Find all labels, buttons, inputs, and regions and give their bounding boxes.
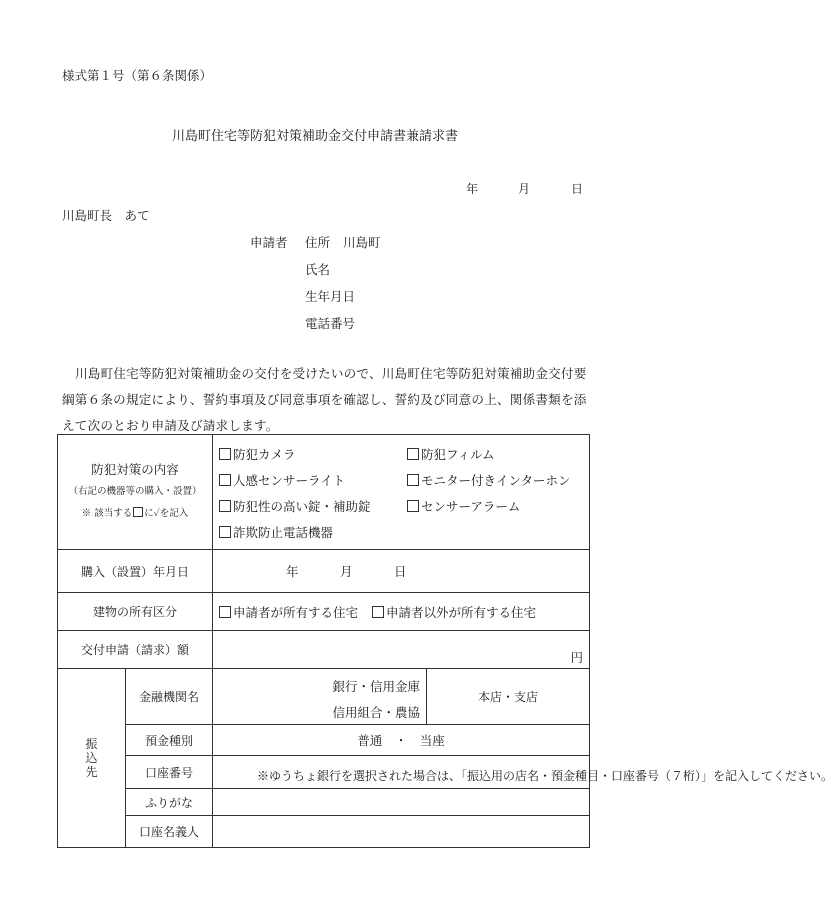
account-number-note: ※ゆうちょ銀行を選択された場合は、「振込用の店名・預金種目・口座番号（７桁）」を記入してください。 xyxy=(257,769,833,783)
checkbox-icon xyxy=(133,507,143,517)
option-sensor-alarm[interactable]: センサーアラーム xyxy=(407,497,520,515)
ownership-option-other[interactable]: 申請者以外が所有する住宅 xyxy=(372,605,536,620)
amount-row xyxy=(58,631,590,669)
checkbox-icon[interactable] xyxy=(219,448,231,460)
checkbox-icon[interactable] xyxy=(407,500,419,512)
option-security-camera[interactable]: 防犯カメラ xyxy=(219,445,407,463)
option-security-film[interactable]: 防犯フィルム xyxy=(407,445,495,463)
option-motion-sensor-light[interactable]: 人感センサーライト xyxy=(219,471,407,489)
furigana-field[interactable] xyxy=(213,789,590,816)
amount-label: 交付申請（請求）額 xyxy=(58,631,213,669)
address-label: 住所 xyxy=(305,235,331,250)
checkbox-icon[interactable] xyxy=(372,606,384,618)
account-number-field[interactable] xyxy=(213,756,833,789)
purchase-date-row xyxy=(58,550,590,593)
measures-label: 防犯対策の内容 xyxy=(91,462,179,477)
amount-field[interactable] xyxy=(213,631,590,669)
ownership-label: 建物の所有区分 xyxy=(58,593,213,631)
checkbox-icon[interactable] xyxy=(219,474,231,486)
applicant-label: 申請者 xyxy=(250,235,288,250)
measures-note: ※ 該当する に✓を記入 xyxy=(81,508,189,519)
address-value: 川島町 xyxy=(343,235,381,250)
purchase-date-field[interactable]: 年 月 日 xyxy=(213,550,590,593)
account-number-label: 口座番号 xyxy=(126,756,213,789)
bank-label: 金融機関名 xyxy=(126,669,213,725)
name-label: 氏名 xyxy=(305,262,331,277)
branch-types: 本店・支店 xyxy=(478,690,539,704)
ownership-row xyxy=(58,593,590,631)
measures-options-cell xyxy=(213,435,590,550)
application-table xyxy=(57,434,833,848)
amount-unit: 円 xyxy=(570,650,584,665)
checkbox-icon[interactable] xyxy=(219,500,231,512)
furigana-label: ふりがな xyxy=(126,789,213,816)
bank-types-line1: 銀行・信用金庫 xyxy=(332,679,421,694)
account-type-field[interactable]: 普通 ・ 当座 xyxy=(213,725,590,756)
holder-field[interactable] xyxy=(213,816,590,848)
bank-name-field[interactable] xyxy=(213,669,427,725)
account-number-row xyxy=(58,756,590,789)
ownership-options xyxy=(213,593,590,631)
measures-header-cell xyxy=(58,435,213,550)
checkbox-icon[interactable] xyxy=(219,526,231,538)
holder-row xyxy=(58,816,590,848)
measures-sublabel: （右記の機器等の購入・設置） xyxy=(68,486,202,497)
addressee: 川島町長 あて xyxy=(62,208,150,223)
date-day-label: 日 xyxy=(571,182,584,196)
option-high-security-lock[interactable]: 防犯性の高い錠・補助錠 xyxy=(219,497,407,515)
furigana-row xyxy=(58,789,590,816)
document-title: 川島町住宅等防犯対策補助金交付申請書兼請求書 xyxy=(171,129,458,144)
branch-field[interactable] xyxy=(427,669,590,725)
account-type-row xyxy=(58,725,590,756)
dob-label: 生年月日 xyxy=(305,289,356,304)
holder-label: 口座名義人 xyxy=(126,816,213,848)
bank-types-line2: 信用組合・農協 xyxy=(332,705,421,720)
ownership-option-own[interactable]: 申請者が所有する住宅 xyxy=(219,605,358,620)
date-month-label: 月 xyxy=(518,182,531,196)
bank-row xyxy=(58,669,590,725)
checkbox-icon[interactable] xyxy=(407,448,419,460)
checkbox-icon[interactable] xyxy=(219,606,231,618)
transfer-label: 振 込 先 xyxy=(58,669,126,848)
measures-row xyxy=(58,435,590,550)
account-type-label: 預金種別 xyxy=(126,725,213,756)
request-statement: 川島町住宅等防犯対策補助金の交付を受けたいので、川島町住宅等防犯対策補助金交付要綱第６条の規定により、誓約事項及び同意事項を確認し、誓約及び同意の上、関係書類を添えて次のとおり申請及び請求します。 xyxy=(62,366,587,433)
purchase-date-label: 購入（設置）年月日 xyxy=(58,550,213,593)
option-anti-fraud-phone[interactable]: 詐欺防止電話機器 xyxy=(219,523,407,541)
date-year-label: 年 xyxy=(466,182,479,196)
checkbox-icon[interactable] xyxy=(407,474,419,486)
option-video-intercom[interactable]: モニター付きインターホン xyxy=(407,471,571,489)
tel-label: 電話番号 xyxy=(305,316,356,331)
form-number: 様式第１号（第６条関係） xyxy=(62,68,213,83)
